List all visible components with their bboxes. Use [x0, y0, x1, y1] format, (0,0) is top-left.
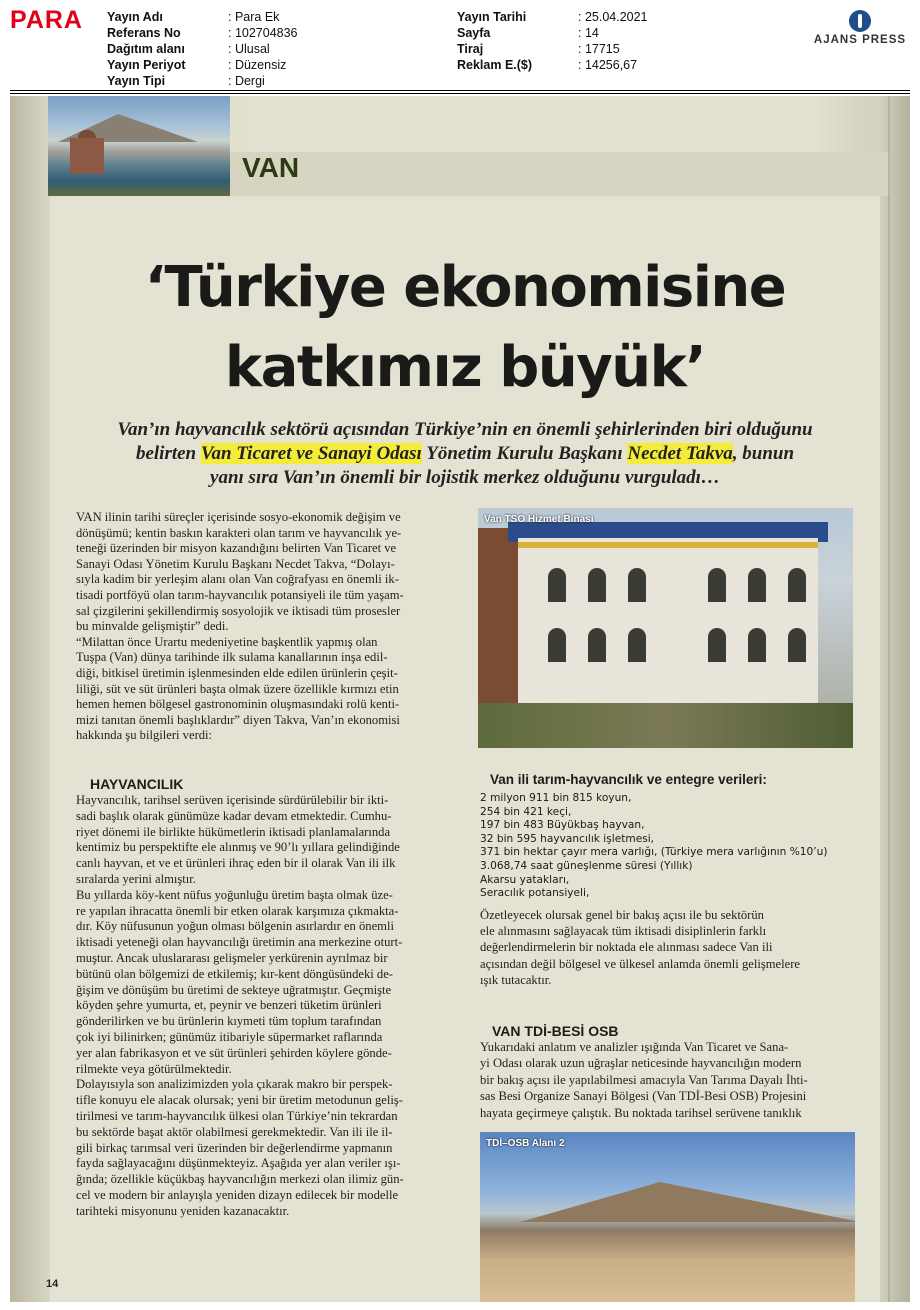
text-line: Tuşpa (Van) dünya tarihinde ilk sulama kanallarının inşa edil-	[76, 650, 388, 665]
text-line: hayata geçirmeye çalıştık. Bu noktada tarihsel serüvene tanıklık	[480, 1105, 802, 1120]
section-band	[230, 152, 890, 196]
stats-title: Van ili tarım-hayvancılık ve entegre verileri:	[490, 772, 767, 787]
meta-value: : 17715	[578, 42, 620, 56]
text-line: Yukarıdaki anlatım ve analizler ışığında Van Ticaret ve Sana-	[480, 1040, 789, 1054]
lead-line: Van’ın hayvancılık sektörü açısından Türkiye’nin en önemli şehirlerinden biri olduğunu	[117, 419, 813, 440]
window	[548, 628, 566, 662]
text-line: yer alan fabrikasyon et ve süt ürünleri şehirden köylere gönde-	[76, 1045, 392, 1060]
meta-value: : Ulusal	[228, 42, 270, 56]
text-line: Akarsu yatakları,	[480, 873, 570, 886]
photo-caption: Van TSO Hizmet Binası	[484, 514, 594, 525]
meta-value: : 102704836	[228, 26, 298, 40]
meta-value: : Dergi	[228, 74, 265, 88]
highlight-name: Necdet Takva	[627, 443, 733, 464]
van-tso-building-photo	[478, 508, 853, 748]
tdi-osb-field-photo	[480, 1132, 855, 1302]
text-line: Özetleyecek olursak genel bir bakış açısı ile bu sektörün	[480, 908, 764, 922]
text-line: bu sektörde başat aktör olabilmesi gerekmektedir. Van ili ile il-	[76, 1124, 393, 1139]
page-number: 14	[46, 1278, 59, 1290]
lead-text: Yönetim Kurulu Başkanı	[421, 443, 628, 464]
meta-label: Yayın Tipi	[107, 74, 166, 88]
meta-label: Dağıtım alanı	[107, 42, 185, 56]
lead-line: yanı sıra Van’ın önemli bir lojistik merkez olduğunu vurguladı…	[210, 467, 720, 488]
text-line: riyet dönemi ile birlikte hükümetlerin iktisadi planlamalarında	[76, 824, 391, 839]
text-line: rilmekte veya götürülmektedir.	[76, 1061, 232, 1076]
window	[628, 568, 646, 602]
text-line: sal çizgilerini şekillendirmiş sosyolojik ve iktisadi tüm prosesler	[76, 603, 401, 618]
window	[588, 628, 606, 662]
meta-value: : 14256,67	[578, 58, 638, 72]
subhead-hayvancilik: HAYVANCILIK	[90, 776, 184, 792]
text-line: 2 milyon 911 bin 815 koyun,	[480, 792, 632, 804]
text-line: gili birkaç tarımsal veri üzerinden bir değerlendirme yapmanın	[76, 1140, 393, 1155]
meta-label: Yayın Adı	[107, 10, 163, 24]
text-line: gönderilirken ve bu ürünlerin kıymeti tüm toplum tarafından	[76, 1014, 382, 1029]
text-line: sas Besi Organize Sanayi Bölgesi (Van TDİ-Besi OSB) Projesini	[480, 1089, 807, 1104]
text-line: 197 bin 483 Büyükbaş hayvan,	[480, 819, 645, 832]
trees-ground	[478, 703, 853, 748]
text-line: bir bakış açısı ile yapılabilmesi amacıyla Van Tarıma Dayalı İhti-	[480, 1072, 808, 1087]
text-line: ele alınmasını sağlayacak tüm iktisadi disiplinlerin farklı	[480, 924, 767, 939]
photo-caption: TDİ–OSB Alanı 2	[486, 1138, 565, 1149]
text-line: tisadi portföyü olan tarım-hayvancılık potansiyeli ile tüm yaşam-	[76, 588, 404, 602]
building-facade	[518, 538, 818, 708]
headline-line: katkımız büyük’	[224, 335, 706, 400]
text-line: muştur. Ancak uluslararası gelişmeler yerkürenin ayrılmaz bir	[76, 951, 388, 965]
text-line: çok iyi bilinirken; günümüz itibariyle süpermarket raflarında	[76, 1030, 383, 1044]
para-logo: PARA	[10, 6, 83, 34]
text-line: kentimiz bu perspektifte ele alınmış ve 90’lı yıllara gelindiğinde	[76, 840, 400, 855]
text-line: teneği üzerinden bir misyon kazandığını belirten Van Ticaret ve	[76, 541, 397, 556]
agency-mark-icon	[849, 10, 871, 32]
text-line: 3.068,74 saat güneşlenme süresi (Yıllık)	[480, 860, 693, 872]
text-line: açısından değil bölgesel ve ülkesel anlamda önemli gelişmelere	[480, 956, 800, 971]
lead-text: belirten	[135, 443, 201, 464]
agency-name: AJANS PRESS	[813, 34, 907, 46]
text-line: hakkında şu bilgileri verdi:	[76, 728, 213, 743]
meta-value: : Para Ek	[228, 10, 280, 24]
text-line: 32 bin 595 hayvancılık işletmesi,	[480, 832, 655, 845]
window	[788, 628, 806, 662]
highlight-chamber: Van Ticaret ve Sanayi Odası	[200, 443, 422, 464]
meta-label: Yayın Periyot	[107, 58, 186, 72]
header-rule	[10, 90, 910, 91]
section-label: VAN	[242, 152, 300, 183]
text-line: ğında; özellikle küçükbaş hayvancılığın merkezi olan ilimiz gün-	[76, 1172, 404, 1187]
text-line: ğişim ve dönüşüm bu üretimi de sekteye uğratmıştır. Geçmişte	[76, 982, 392, 997]
text-line: Bu yıllarda köy-kent nüfus yoğunluğu üretim başta olmak üze-	[76, 887, 393, 902]
text-line: değerlendirmelerin bir noktada ele alınması sadece Van ili	[480, 940, 773, 955]
text-line: dır. Köy nüfusunun yoğun olması bölgenin asırlardır en önemli	[76, 919, 394, 934]
page-gutter-line	[888, 96, 890, 1302]
meta-label: Reklam E.($)	[457, 58, 533, 72]
window	[708, 568, 726, 602]
meta-label: Tiraj	[457, 42, 484, 56]
text-line: ışık tutacaktır.	[480, 972, 552, 987]
text-line: köyden şehre yumurta, et, peynir ve benzeri tüketim ürünleri	[76, 998, 382, 1013]
text-line: dönüşümü; kentin baskın karakteri olan tarım ve hayvancılık ye-	[76, 525, 402, 540]
text-line: hemen hemen bölgesel gastronominin oluşmasındaki rolü kenti-	[76, 697, 400, 712]
text-line: sıyla kadim bir yerleşim alanı olan Van coğrafyası en önemli ik-	[76, 572, 399, 587]
text-line: Seracılık potansiyeli,	[480, 887, 590, 900]
text-line: sıralarda yerini almıştır.	[76, 872, 196, 886]
hill-shape	[520, 1182, 855, 1222]
van-lake-photo	[48, 96, 230, 196]
window	[788, 568, 806, 602]
agency-logo	[810, 10, 910, 46]
text-line: 371 bin hektar çayır mera varlığı, (Türkiye mera varlığının %10’u)	[480, 846, 828, 859]
text-line: iktisadi yeteneği olan hayvancılığı üretimin ana merkezine oturt-	[76, 935, 403, 950]
window	[708, 628, 726, 662]
text-line: mizi tanıtan önemli başlıklardır” diyen Takva, Van’ın ekonomisi	[76, 712, 400, 727]
meta-value: : 14	[578, 26, 599, 40]
text-line: VAN ilinin tarihi süreçler içerisinde sosyo-ekonomik değişim ve	[76, 510, 401, 524]
meta-label: Sayfa	[457, 26, 491, 40]
lead-line	[60, 442, 870, 466]
text-line: canlı hayvan, et ve et ürünleri ihraç eden bir il olarak Van ili ilk	[76, 856, 396, 871]
meta-value: : 25.04.2021	[578, 10, 648, 24]
text-line: “Milattan önce Urartu medeniyetine başkentlik yapmış olan	[76, 634, 378, 649]
text-line: tifle konuyu ele alacak olursak; yeni bir üretim metodunun geliş-	[76, 1093, 403, 1108]
header-rule	[10, 93, 910, 94]
meta-label: Referans No	[107, 26, 181, 40]
text-line: Sanayi Odası Yönetim Kurulu Başkanı Necdet Takva, “Dolayı-	[76, 556, 395, 571]
church-shape	[70, 138, 104, 174]
window	[548, 568, 566, 602]
text-line: 254 bin 421 keçi,	[480, 805, 572, 818]
text-line: re yapılan ihracatta önemli bir etken olarak karşımıza çıkmakta-	[76, 903, 399, 918]
subhead-tdi-besi-osb: VAN TDİ-BESİ OSB	[492, 1023, 619, 1039]
text-line: Dolayısıyla son analizimizden yola çıkarak makro bir perspek-	[76, 1077, 393, 1092]
text-line: fayda sağlayacağını düşünmekteyiz. Aşağıda yer alan veriler ışı-	[76, 1156, 401, 1171]
text-line: bu minvalde gelişmiştir” dedi.	[76, 619, 229, 634]
text-line: bütünü olan bölgemizi de etkilemiş; kır-kent döngüsündeki de-	[76, 966, 393, 981]
meta-label: Yayın Tarihi	[457, 10, 527, 24]
text-line: sadi başlık olarak günümüze kadar devam etmektedir. Cumhu-	[76, 808, 392, 823]
window	[748, 568, 766, 602]
neighbor-building	[478, 528, 518, 708]
window	[628, 628, 646, 662]
window	[748, 628, 766, 662]
window	[588, 568, 606, 602]
text-line: diği, bitkisel üretimin işlenmesinden elde edilen ürünlerin çeşit-	[76, 666, 398, 680]
lead-text: , bunun	[732, 443, 795, 464]
text-line: tirilmesi ve tarım-hayvancılık ülkesi olan Türkiye’nin tekrardan	[76, 1109, 398, 1123]
meta-value: : Düzensiz	[228, 58, 287, 72]
clipping-header	[0, 0, 920, 95]
text-line: liliği, süt ve süt ürünleri başta olmak üzere özellikle kırmızı etin	[76, 681, 399, 696]
text-line: tarihteki misyonunu yeniden kazanacaktır.	[76, 1203, 290, 1218]
text-line: cel ve modern bir anlayışla yeniden dizayn edilecek bir modelle	[76, 1188, 399, 1202]
building-trim	[518, 542, 818, 548]
headline-line: ‘Türkiye ekonomisine	[144, 255, 786, 320]
text-line: yi Odası olarak uzun uğraşlar neticesinde hayvancılığın modern	[480, 1056, 802, 1071]
scanned-page	[10, 96, 910, 1302]
text-line: Hayvancılık, tarihsel serüven içerisinde sürdürülebilir bir ikti-	[76, 793, 389, 807]
